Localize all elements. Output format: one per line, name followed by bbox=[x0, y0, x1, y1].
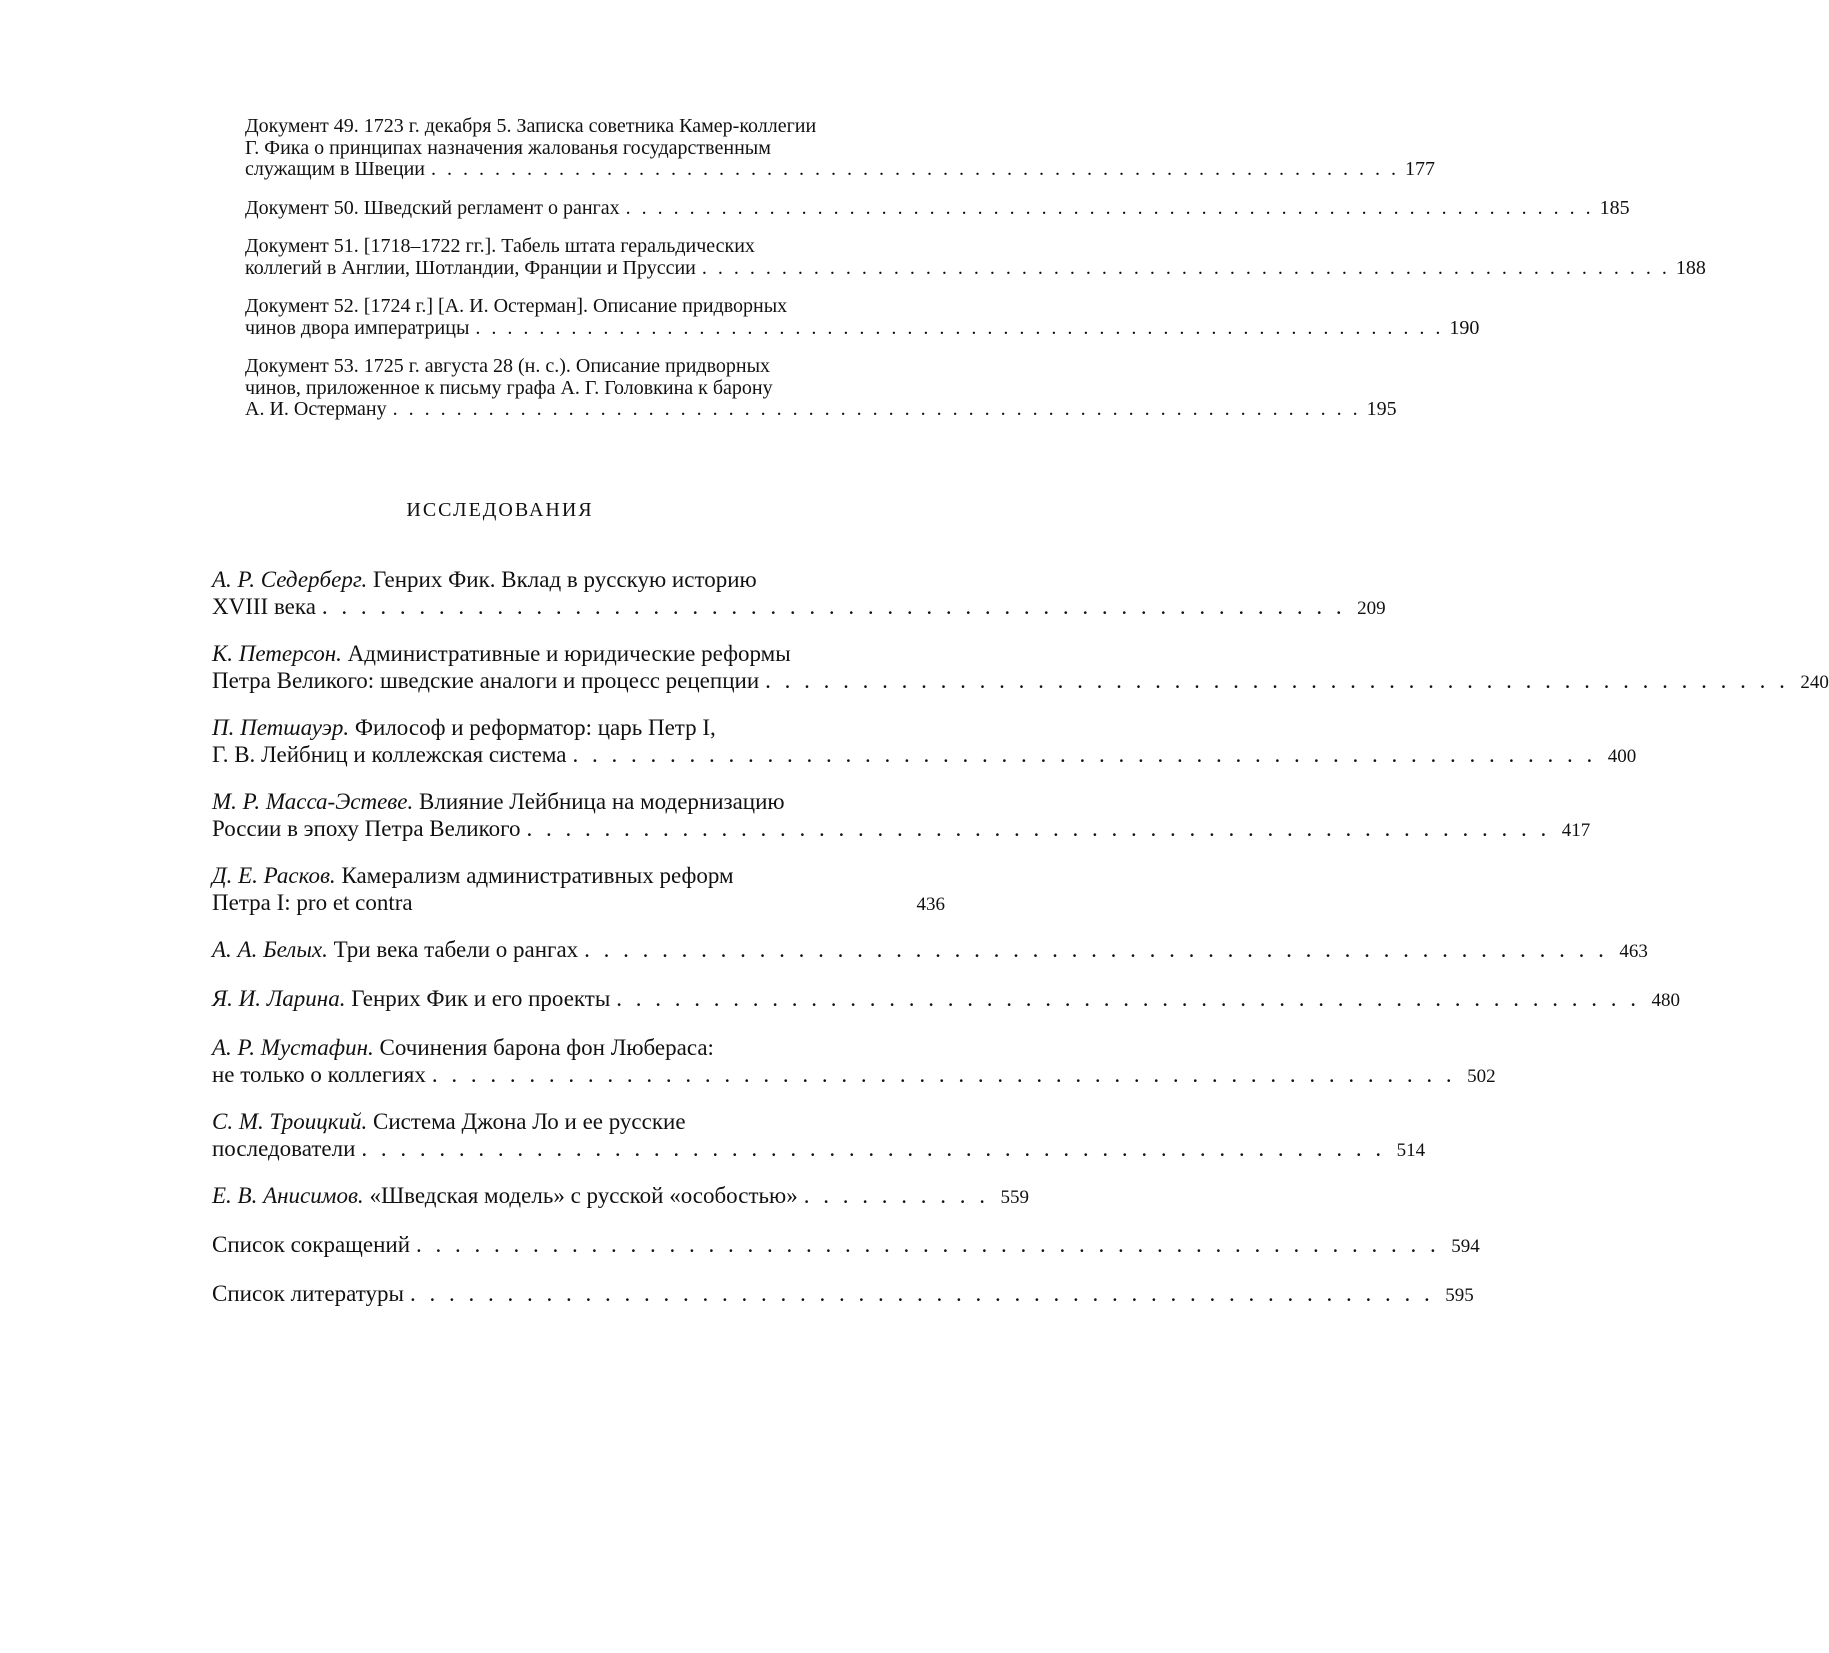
entry-title: Петра I: pro et contra bbox=[212, 890, 413, 915]
entry-author: П. Петшауэр. bbox=[212, 715, 350, 740]
entry-title: Административные и юридические реформы bbox=[347, 641, 791, 666]
toc-entry-larina[interactable] bbox=[212, 985, 1681, 1014]
entry-author: С. М. Троицкий. bbox=[212, 1109, 368, 1134]
entry-last-line bbox=[245, 196, 1630, 220]
entry-title: Сочинения барона фон Любераса: bbox=[379, 1035, 714, 1060]
dot-leader: . . . . . . . . . . bbox=[803, 1183, 989, 1208]
page-number: 190 bbox=[1449, 316, 1480, 339]
entry-last-line bbox=[212, 1061, 1496, 1090]
dot-leader: . . . . . . . . . . . . . . . . . . . . . . . . . . . . . . . . . . . . . . . . . . . . . . . . . . . . . . . . . . . . . bbox=[475, 316, 1444, 339]
page-number: 594 bbox=[1451, 1236, 1480, 1257]
entry-last-line bbox=[245, 256, 1706, 280]
entry-text-line: служащим в Швеции bbox=[245, 158, 425, 180]
page-number: 514 bbox=[1396, 1140, 1426, 1161]
entry-title: не только о коллегиях bbox=[212, 1062, 426, 1087]
toc-entry-raskov[interactable] bbox=[212, 862, 945, 918]
entry-title: Влияние Лейбница на модернизацию bbox=[419, 789, 785, 814]
entry-author: А. Р. Седерберг. bbox=[212, 567, 368, 592]
page-number: 188 bbox=[1675, 256, 1706, 279]
entry-author: А. А. Белых. bbox=[212, 937, 328, 962]
dot-leader: . . . . . . . . . . . . . . . . . . . . . . . . . . . . . . . . . . . . . . . . . . . . . . . . . . . . . bbox=[321, 594, 1346, 619]
toc-entry-bibliography[interactable] bbox=[212, 1280, 1474, 1309]
entry-last-line bbox=[212, 1182, 1029, 1211]
dot-leader: . . . . . . . . . . . . . . . . . . . . . . . . . . . . . . . . . . . . . . . . . . . . . . . . . . . . . bbox=[765, 668, 1789, 693]
entry-title: Генрих Фик. Вклад в русскую историю bbox=[373, 567, 757, 592]
dot-leader: . . . . . . . . . . . . . . . . . . . . . . . . . . . . . . . . . . . . . . . . . . . . . . . . . . . . . bbox=[572, 742, 1597, 767]
toc-entry-mustafin[interactable] bbox=[212, 1034, 1496, 1090]
dot-leader: . . . . . . . . . . . . . . . . . . . . . . . . . . . . . . . . . . . . . . . . . . . . . . . . . . . . . bbox=[584, 937, 1608, 962]
entry-first-line bbox=[212, 640, 945, 667]
entry-author: А. Р. Мустафин. bbox=[212, 1035, 374, 1060]
entry-last-line bbox=[245, 158, 1435, 181]
page-number: 400 bbox=[1607, 746, 1637, 767]
page-number: 177 bbox=[1404, 158, 1435, 180]
entry-line bbox=[212, 1182, 798, 1209]
dot-leader: . . . . . . . . . . . . . . . . . . . . . . . . . . . . . . . . . . . . . . . . . . . . . . . . . . . . . . . . . . . . . bbox=[625, 196, 1594, 219]
entry-last-line bbox=[212, 889, 945, 918]
entry-title: Список сокращений bbox=[212, 1232, 411, 1257]
toc-entry-document-49[interactable] bbox=[245, 115, 1435, 181]
page-number: 195 bbox=[1366, 398, 1397, 420]
entry-title: Список литературы bbox=[212, 1281, 404, 1306]
toc-entry-peterson[interactable] bbox=[212, 640, 1829, 696]
entry-author: К. Петерсон. bbox=[212, 641, 342, 666]
toc-entry-abbreviations[interactable] bbox=[212, 1231, 1480, 1260]
entry-title: Система Джона Ло и ее русские bbox=[372, 1109, 686, 1134]
entry-text-line: Г. Фика о принципах назначения жалованья государственным bbox=[245, 136, 771, 159]
entry-first-line bbox=[212, 714, 945, 741]
page-number: 240 bbox=[1800, 672, 1829, 693]
entry-text-line: Документ 52. [1724 г.] [А. И. Остерман]. Описание придворных bbox=[245, 295, 788, 317]
dot-leader: . . . . . . . . . . . . . . . . . . . . . . . . . . . . . . . . . . . . . . . . . . . . . . . . . . . . . bbox=[361, 1136, 1386, 1161]
entry-last-line bbox=[212, 593, 1386, 622]
toc-entry-anisimov[interactable] bbox=[212, 1182, 1029, 1211]
page-number: 595 bbox=[1445, 1285, 1474, 1306]
dot-leader: . . . . . . . . . . . . . . . . . . . . . . . . . . . . . . . . . . . . . . . . . . . . . . . . . . . . . bbox=[409, 1281, 1434, 1306]
entry-title: Философ и реформатор: царь Петр I, bbox=[354, 715, 716, 740]
page-number: 209 bbox=[1357, 598, 1386, 619]
page-number: 559 bbox=[1000, 1187, 1029, 1208]
toc-entry-troitsky[interactable] bbox=[212, 1108, 1426, 1164]
entry-last-line bbox=[212, 985, 1681, 1014]
toc-entry-petschauer[interactable] bbox=[212, 714, 1637, 770]
entry-author: Д. Е. Расков. bbox=[212, 863, 336, 888]
entry-text-line: чинов, приложенное к письму графа А. Г. Головкина к барону bbox=[245, 376, 773, 399]
entry-first-line bbox=[212, 1034, 945, 1061]
toc-entry-belykh[interactable] bbox=[212, 936, 1648, 965]
entry-line bbox=[212, 985, 610, 1012]
entry-line bbox=[212, 936, 578, 963]
dot-leader: . . . . . . . . . . . . . . . . . . . . . . . . . . . . . . . . . . . . . . . . . . . . . . . . . . . . . . . . . . . . . bbox=[701, 256, 1670, 279]
dot-leader: . . . . . . . . . . . . . . . . . . . . . . . . . . . . . . . . . . . . . . . . . . . . . . . . . . . . . . . . . . . . . bbox=[430, 158, 1399, 180]
entry-last-line bbox=[212, 741, 1637, 770]
entry-first-line bbox=[212, 862, 945, 889]
entry-text-line: коллегий в Англии, Шотландии, Франции и Пруссии bbox=[245, 256, 696, 279]
page-number: 185 bbox=[1599, 196, 1630, 219]
entry-title: Камерализм административных реформ bbox=[341, 863, 734, 888]
entry-text-line: чинов двора императрицы bbox=[245, 316, 470, 339]
toc-entry-massa-esteve[interactable] bbox=[212, 788, 1591, 844]
entry-first-line bbox=[212, 1108, 945, 1135]
page-number: 417 bbox=[1561, 820, 1591, 841]
entry-last-line bbox=[245, 398, 1397, 421]
entry-last-line bbox=[245, 316, 1480, 340]
dot-leader: . . . . . . . . . . . . . . . . . . . . . . . . . . . . . . . . . . . . . . . . . . . . . . . . . . . . . . . . . . . . . bbox=[392, 398, 1361, 420]
entry-last-line bbox=[212, 667, 1829, 696]
entry-last-line bbox=[212, 815, 1591, 844]
entry-title: XVIII века bbox=[212, 594, 316, 619]
toc-entry-document-53[interactable] bbox=[245, 355, 1397, 421]
entry-last-line bbox=[212, 1231, 1480, 1260]
dot-leader: . . . . . . . . . . . . . . . . . . . . . . . . . . . . . . . . . . . . . . . . . . . . . . . . . . . . . bbox=[431, 1062, 1456, 1087]
entry-author: Я. И. Ларина. bbox=[212, 986, 346, 1011]
entry-first-line bbox=[212, 566, 945, 593]
entry-title: «Шведская модель» с русской «особостью» bbox=[369, 1183, 798, 1208]
entry-author: М. Р. Масса-Эстеве. bbox=[212, 789, 414, 814]
entry-title: Три века табели о рангах bbox=[333, 937, 579, 962]
dot-leader: . . . . . . . . . . . . . . . . . . . . . . . . . . . . . . . . . . . . . . . . . . . . . . . . . . . . . bbox=[526, 816, 1551, 841]
entry-text-line: Документ 51. [1718–1722 гг.]. Табель штата геральдических bbox=[245, 235, 755, 257]
entry-text-line: Документ 49. 1723 г. декабря 5. Записка советника Камер-коллегии bbox=[245, 115, 817, 137]
toc-entry-document-51[interactable] bbox=[245, 235, 1706, 279]
dot-leader: . . . . . . . . . . . . . . . . . . . . . . . . . . . . . . . . . . . . . . . . . . . . . . . . . . . . . bbox=[416, 1232, 1440, 1257]
entry-last-line bbox=[212, 1280, 1474, 1309]
page-number: 463 bbox=[1619, 941, 1648, 962]
entry-last-line bbox=[212, 936, 1648, 965]
entry-text-line: Документ 50. Шведский регламент о рангах bbox=[245, 196, 620, 219]
entry-last-line bbox=[212, 1135, 1426, 1164]
entry-title: Генрих Фик и его проекты bbox=[351, 986, 611, 1011]
page-number: 436 bbox=[916, 894, 945, 915]
toc-entry-document-50[interactable] bbox=[245, 196, 1630, 220]
section-title: ИССЛЕДОВАНИЯ bbox=[406, 499, 594, 521]
toc-entry-sederberg[interactable] bbox=[212, 566, 1386, 622]
entry-first-line bbox=[212, 788, 945, 815]
page-number: 480 bbox=[1651, 990, 1681, 1011]
entry-text-line: А. И. Остерману bbox=[245, 398, 387, 420]
dot-leader: . . . . . . . . . . . . . . . . . . . . . . . . . . . . . . . . . . . . . . . . . . . . . . . . . . . . . bbox=[616, 986, 1641, 1011]
entry-title: России в эпоху Петра Великого bbox=[212, 816, 521, 841]
documents-list bbox=[245, 115, 1706, 438]
entry-author: Е. В. Анисимов. bbox=[212, 1183, 364, 1208]
entry-title: Петра Великого: шведские аналоги и процесс рецепции bbox=[212, 668, 760, 693]
entry-title: Г. В. Лейбниц и коллежская система bbox=[212, 742, 567, 767]
studies-list bbox=[212, 566, 1829, 1329]
entry-title: последователи bbox=[212, 1136, 356, 1161]
entry-text-line: Документ 53. 1725 г. августа 28 (н. с.). Описание придворных bbox=[245, 355, 771, 377]
toc-entry-document-52[interactable] bbox=[245, 295, 1480, 339]
page-number: 502 bbox=[1467, 1066, 1496, 1087]
